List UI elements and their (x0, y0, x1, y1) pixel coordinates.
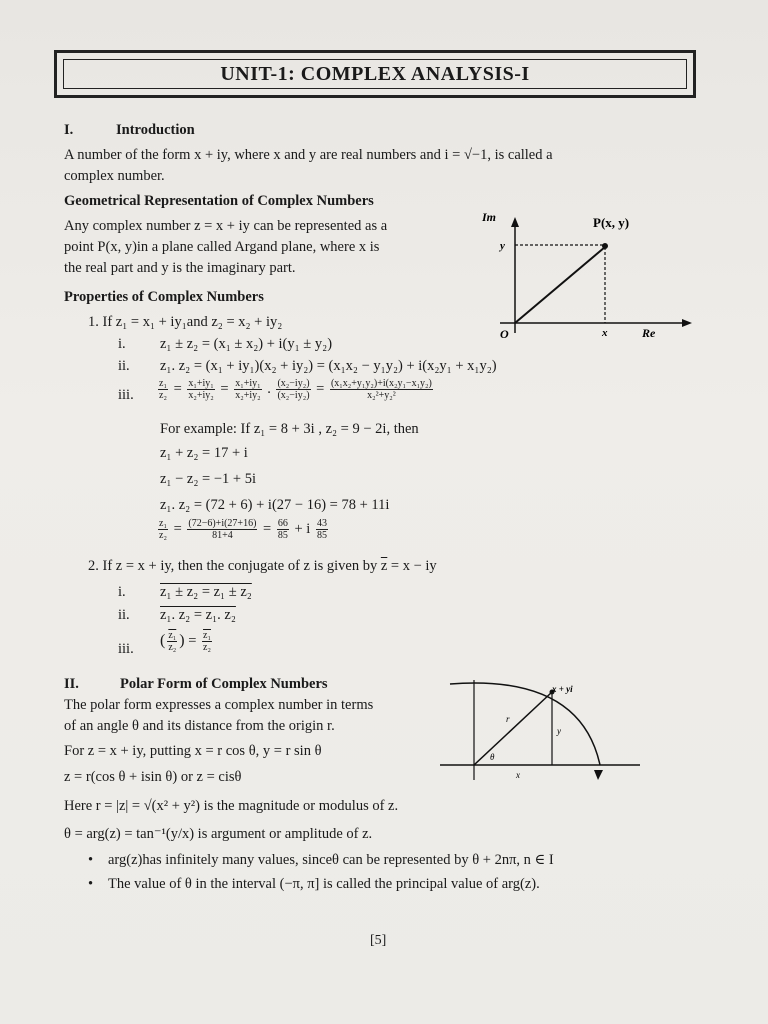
polar-line-1: The polar form expresses a complex number in terms (64, 697, 374, 713)
argument-definition: θ = arg(z) = tan⁻¹(y/x) is argument or amplitude of z. (64, 826, 373, 842)
ex-frac-3: $\frac{66}{85}$ (277, 518, 288, 542)
quotient-frac-1: $\frac{\text{z₁}}{\text{z₂}}$ (159, 378, 167, 402)
conj-ii-number: ii. (118, 607, 130, 623)
x-label: x (602, 327, 608, 339)
example-product: z₁. z₂ = (72 + 6) + i(27 − 16) = 78 + 11i (160, 497, 390, 513)
conj-left-frac: $\frac{\text{z₁}}{\text{z₂}}$ (168, 630, 177, 654)
point-label: P(x, y) (593, 215, 630, 230)
intro-line-1: A number of the form x + iy, where x and y are real numbers and i = √−1, is called a (64, 147, 553, 163)
polar-diagram (430, 670, 650, 790)
conjugate-product-rule: z₁. z₂ = z₁. z₂ (160, 607, 236, 623)
sub-iii-number: iii. (118, 387, 134, 403)
polar-number: II. (64, 676, 79, 692)
polar-heading: Polar Form of Complex Numbers (120, 676, 328, 692)
conjugate-sum-rule: z₁ ± z₂ = z₁ ± z₂ (160, 584, 252, 600)
argand-diagram (470, 205, 710, 345)
quotient-rule: $\frac{\text{z₁}}{\text{z₂}}$ = $\frac{\text{x₁+iy₁}}{\text{x₂+iy₂}}$ = $\frac{\text{x₁+iy₁}}{\text{x₂+iy₂}}$ . $\frac{\text{(x₂−iy₂)}}{\text{(x₂−iy₂)}}$ = $\frac{\text{(x₁x₂+y₁y₂)+i(x₂y₁−x₁y₂)}}{\text{x₂²+y₂²}}$ (159, 378, 432, 402)
polar-point-label: x + yi (552, 684, 573, 694)
property-item-2: 2. If z = x + iy, then the conjugate of z is given by $\overline{z} = x$ − iy (88, 558, 437, 574)
polar-x-label: x (516, 770, 520, 780)
bullet-2-text: The value of θ in the interval (−π, π] is called the principal value of arg(z). (108, 876, 540, 892)
geometric-heading: Geometrical Representation of Complex Numbers (64, 193, 374, 209)
y-label: y (500, 240, 505, 252)
position-vector (515, 247, 605, 323)
page-number: [5] (370, 933, 387, 948)
polar-line-3: For z = x + iy, putting x = r cos θ, y = r sin θ (64, 743, 322, 759)
geometric-line-2: point P(x, y)in a plane called Argand plane, where x is (64, 239, 380, 255)
im-label: Im (482, 210, 497, 224)
radius-line (474, 692, 552, 765)
bullet-1-text: arg(z)has infinitely many values, sinceθ can be represented by θ + 2nπ, n ∈ I (108, 852, 554, 868)
conj-right-frac: $\frac{\text{z₁}}{\text{z₂}}$ (203, 630, 211, 654)
ex-plus-i: + i (294, 521, 311, 537)
example-quotient: $\frac{\text{z₁}}{\text{z₂}}$ = $\frac{(72-6)+i(27+16)}{81+4}$ = $\frac{66}{85}$ + i $\frac{43}{85}$ (159, 518, 327, 542)
intro-number: I. (64, 122, 74, 138)
sum-difference-rule: z₁ ± z₂ = (x₁ ± x₂) + i(y₁ ± y₂) (160, 336, 333, 352)
conj-iii-number: iii. (118, 641, 134, 657)
unit-title: UNIT-1: COMPLEX ANALYSIS-I (63, 59, 687, 89)
unit-title-frame (54, 50, 696, 98)
quotient-frac-3: $\frac{\text{x₁+iy₁}}{\text{x₂+iy₂}}$ (235, 378, 261, 402)
polar-r-label: r (506, 714, 510, 724)
origin-label: O (500, 327, 509, 341)
intro-heading: Introduction (116, 122, 195, 138)
polar-y-label: y (557, 726, 561, 736)
ex-frac-1: $\frac{\text{z₁}}{\text{z₂}}$ (159, 518, 167, 542)
polar-line-4: z = r(cos θ + isin θ) or z = cisθ (64, 769, 242, 785)
modulus-definition: Here r = |z| = √(x² + y²) is the magnitude or modulus of z. (64, 798, 399, 814)
im-axis-arrow (511, 217, 519, 227)
conjugate-symbol: $\overline{z}$ (380, 558, 388, 574)
ex-frac-4: $\frac{43}{85}$ (316, 518, 327, 542)
geometric-line-3: the real part and y is the imaginary part. (64, 260, 296, 276)
bullet-1-marker: • (88, 852, 94, 868)
quotient-frac-4: $\frac{\text{(x₂−iy₂)}}{\text{(x₂−iy₂)}}$ (277, 378, 310, 402)
bullet-2-marker: • (88, 876, 94, 892)
geometric-line-1: Any complex number z = x + iy can be represented as a (64, 218, 388, 234)
polar-arc (450, 683, 600, 765)
example-sum: z₁ + z₂ = 17 + i (160, 445, 248, 461)
arc-arrowhead (594, 770, 603, 780)
re-label: Re (642, 326, 656, 340)
example-difference: z₁ − z₂ = −1 + 5i (160, 471, 256, 487)
sub-i-number: i. (118, 336, 126, 352)
ex-frac-2: $\frac{(72-6)+i(27+16)}{81+4}$ (188, 518, 257, 542)
quotient-frac-5: $\frac{\text{(x₁x₂+y₁y₂)+i(x₂y₁−x₁y₂)}}{\text{x₂²+y₂²}}$ (330, 378, 432, 402)
conj-i-number: i. (118, 584, 126, 600)
re-axis-arrow (682, 319, 692, 327)
polar-theta-label: θ (490, 752, 495, 762)
polar-line-2: of an angle θ and its distance from the origin r. (64, 718, 335, 734)
product-rule: z₁. z₂ = (x₁ + iy₁)(x₂ + iy₂) = (x₁x₂ − y₁y₂) + i(x₂y₁ + x₁y₂) (160, 358, 497, 374)
sub-ii-number: ii. (118, 358, 130, 374)
intro-line-2: complex number. (64, 168, 165, 184)
conjugate-quotient-rule: ( $\frac{\text{z₁}}{\text{z₂}}$ ) = $\frac{\text{z₁}}{\text{z₂}}$ (160, 630, 211, 654)
quotient-frac-2: $\frac{\text{x₁+iy₁}}{\text{x₂+iy₂}}$ (188, 378, 214, 402)
point-p (602, 243, 608, 249)
example-intro: For example: If z₁ = 8 + 3i , z₂ = 9 − 2i, then (160, 421, 419, 437)
properties-heading: Properties of Complex Numbers (64, 289, 264, 305)
property-item-1: 1. If z₁ = x₁ + iy₁and z₂ = x₂ + iy₂ (88, 314, 283, 330)
